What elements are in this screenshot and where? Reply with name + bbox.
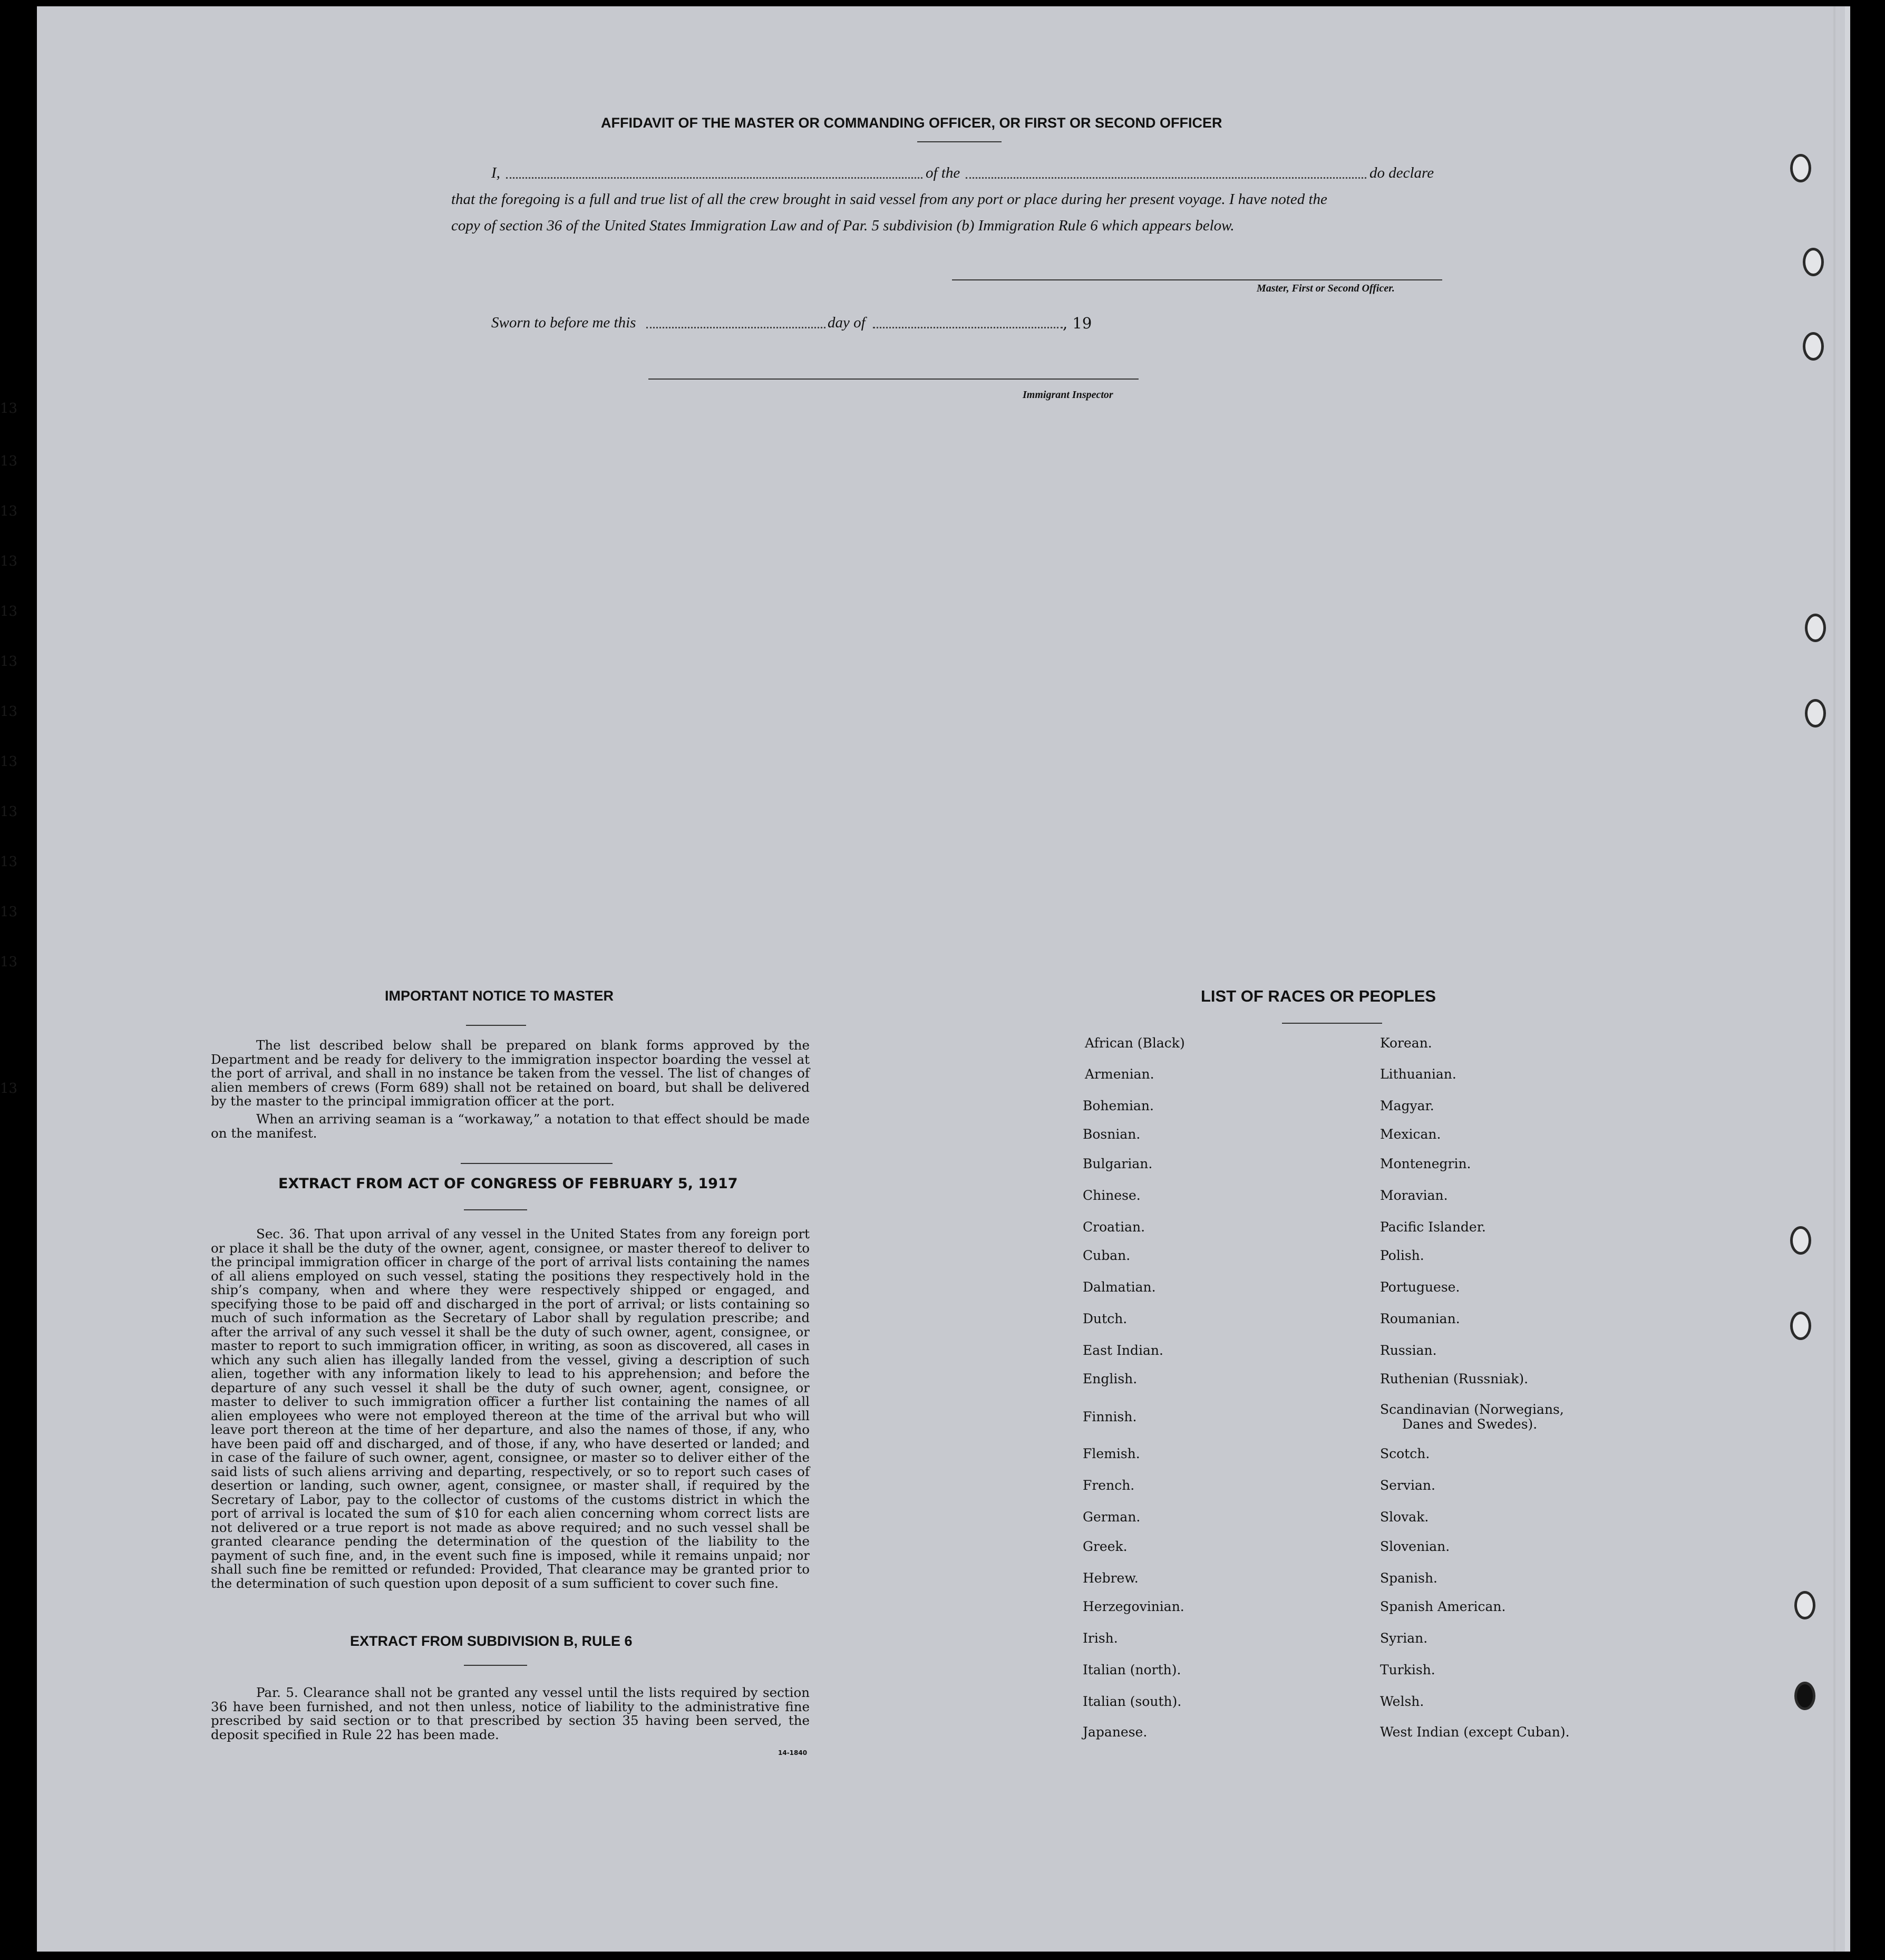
race-item: Hebrew. — [1083, 1570, 1139, 1586]
title-rule — [464, 1665, 527, 1666]
act-extract-title: EXTRACT FROM ACT OF CONGRESS OF FEBRUARY 5, 1917 — [278, 1176, 738, 1192]
race-item-continuation: Danes and Swedes). — [1402, 1416, 1538, 1432]
act-extract-text: Sec. 36. That upon arrival of any vessel in the United States from any foreign port or place it shall be the duty of the owner, agent, consignee, or master thereof to deliver to the principal immigration officer in charge of the port of arrival lists containing the names of all aliens employed on such vessel, stating the positions they respectively hold in the ship’s company, when and where they were respectively shipped or engaged, and specifying those to be paid off and discharged in the port of arrival; or lists containing so much of such information as the Secretary of Labor shall by regulation prescribe; and after the arrival of any such vessel it shall be the duty of such owner, agent, consignee, or master to report to such immigration officer, in writing, as soon as discovered, all cases in which any such alien has illegally landed from the vessel, giving a description of such alien, together with any information likely to lead to his apprehension; and before the departure of any such vessel it shall be the duty of such owner, agent, consignee, or master to deliver to such immigration officer a further list containing the names of all alien employees who were not employed thereon at the time of the arrival but who will leave port thereon at the time of her departure, and also the names of those, if any, who have been paid off and discharged, and of those, if any, who have deserted or landed; and in case of the failure of such owner, agent, consignee, or master so to deliver either of the said lists of such aliens arriving and departing, respectively, or so to report such cases of desertion or landing, such owner, agent, consignee, or master shall, if required by the Secretary of Labor, pay to the collector of customs of the customs district in which the port of arrival is located the sum of $10 for each alien concerning whom correct lists are not delivered or a true report is not made as above required; and no such vessel shall be granted clearance pending the determination of the question of the liability to the payment of such fine, and, in the event such fine is imposed, while it remains unpaid; nor shall such fine be remitted or refunded: Provided, That clearance may be granted prior to the determination of such question upon deposit of a sum sufficient to cover such fine. — [211, 1226, 810, 1591]
affidavit-title: AFFIDAVIT OF THE MASTER OR COMMANDING OFFICER, OR FIRST OR SECOND OFFICER — [601, 115, 1222, 131]
binder-hole-icon — [1790, 1226, 1811, 1255]
race-item: Spanish. — [1380, 1570, 1438, 1586]
race-item: Armenian. — [1085, 1066, 1154, 1082]
race-item: Mexican. — [1380, 1127, 1441, 1142]
binder-hole-icon — [1794, 1682, 1815, 1710]
race-item: Finnish. — [1083, 1409, 1137, 1424]
name-field[interactable] — [506, 177, 922, 179]
race-item: Spanish American. — [1380, 1599, 1506, 1614]
title-rule — [464, 1209, 527, 1210]
race-item: Scotch. — [1380, 1446, 1430, 1461]
race-item: Japanese. — [1083, 1724, 1148, 1740]
race-item: Roumanian. — [1380, 1311, 1460, 1326]
race-item: Korean. — [1380, 1035, 1432, 1051]
race-item: Slovenian. — [1380, 1539, 1450, 1554]
page-edge — [1845, 6, 1850, 1952]
race-item: Bohemian. — [1083, 1098, 1154, 1113]
race-item: Russian. — [1380, 1343, 1437, 1358]
sworn-label: Sworn to before me this — [491, 314, 636, 331]
race-item: Greek. — [1083, 1539, 1128, 1554]
race-item: Irish. — [1083, 1631, 1118, 1646]
notice-paragraph-1: The list described below shall be prepared on blank forms approved by the Department and be ready for delivery to the immigration inspector boarding the vessel at the port of arrival, and shall in no instance be taken from the vessel. The list of changes of alien members of crews (Form 689) shall not be retained on board, but shall be delivered by the master to the principal immigration officer at the port. — [211, 1037, 810, 1109]
margin-mark: 13 — [0, 453, 18, 469]
title-rule — [466, 1025, 526, 1026]
binder-hole-icon — [1805, 699, 1826, 727]
race-item: Syrian. — [1380, 1631, 1428, 1646]
rule-extract-text: Par. 5. Clearance shall not be granted any vessel until the lists required by section 36 have been furnished, and not then unless, notice of liability to the administrative fine prescribed by said section or to that prescribed by section 35 having been served, the deposit specified in Rule 22 has been made. — [211, 1685, 810, 1742]
race-item: Magyar. — [1380, 1098, 1434, 1113]
inspector-signature-label: Immigrant Inspector — [1023, 389, 1113, 401]
race-item: African (Black) — [1085, 1035, 1185, 1051]
left-margin-marks — [0, 401, 37, 1139]
race-item: Polish. — [1380, 1248, 1424, 1263]
race-item: German. — [1083, 1509, 1141, 1525]
race-item: Portuguese. — [1380, 1279, 1460, 1295]
race-item: Chinese. — [1083, 1188, 1141, 1203]
notice-paragraph-2: When an arriving seaman is a “workaway,” a notation to that effect should be made on the manifest. — [211, 1111, 810, 1141]
page-edge — [1833, 6, 1835, 1952]
race-item: Moravian. — [1380, 1188, 1448, 1203]
title-rule — [1282, 1023, 1382, 1024]
inspector-signature-line[interactable] — [648, 379, 1139, 380]
margin-mark: 13 — [0, 503, 18, 519]
race-item: French. — [1083, 1478, 1135, 1493]
race-item: Lithuanian. — [1380, 1066, 1456, 1082]
race-item: Turkish. — [1380, 1662, 1435, 1677]
i-label: I, — [491, 164, 500, 181]
day-of-label: day of — [828, 314, 866, 331]
binder-hole-icon — [1790, 154, 1811, 182]
binder-hole-icon — [1803, 332, 1824, 361]
race-item: English. — [1083, 1371, 1138, 1386]
margin-mark: 13 — [0, 554, 18, 569]
margin-mark: 13 — [0, 854, 18, 870]
form-number: 14-1840 — [778, 1749, 808, 1757]
race-item: Dalmatian. — [1083, 1279, 1156, 1295]
document-page — [37, 6, 1850, 1952]
race-item: Pacific Islander. — [1380, 1219, 1486, 1235]
margin-mark: 13 — [0, 754, 18, 770]
race-item: Cuban. — [1083, 1248, 1131, 1263]
notice-title: IMPORTANT NOTICE TO MASTER — [385, 988, 614, 1004]
margin-mark: 13 — [0, 401, 18, 416]
margin-mark: 13 — [0, 604, 18, 619]
race-item: Bulgarian. — [1083, 1156, 1153, 1171]
master-signature-line[interactable] — [952, 279, 1442, 280]
race-item: Ruthenian (Russniak). — [1380, 1371, 1529, 1386]
race-item: East Indian. — [1083, 1343, 1163, 1358]
binder-hole-icon — [1794, 1591, 1815, 1619]
race-item: Welsh. — [1380, 1694, 1424, 1709]
affidavit-line-2: that the foregoing is a full and true list of all the crew brought in said vessel from any port or place during her present voyage. I have noted the — [451, 191, 1327, 208]
margin-mark: 13 — [0, 904, 18, 920]
margin-mark: 13 — [0, 704, 18, 720]
affidavit-line-3: copy of section 36 of the United States Immigration Law and of Par. 5 subdivision (b) Immigration Rule 6 which appears below. — [451, 217, 1235, 234]
race-item: West Indian (except Cuban). — [1380, 1724, 1570, 1740]
race-item: Servian. — [1380, 1478, 1435, 1493]
race-item: Flemish. — [1083, 1446, 1140, 1461]
race-item: Italian (north). — [1083, 1662, 1181, 1677]
day-field[interactable] — [646, 327, 825, 328]
binder-hole-icon — [1790, 1312, 1811, 1340]
binder-hole-icon — [1805, 614, 1826, 642]
race-item: Bosnian. — [1083, 1127, 1141, 1142]
binder-hole-icon — [1803, 248, 1824, 276]
margin-mark: 13 — [0, 1081, 18, 1097]
declare-label: do declare — [1369, 164, 1434, 181]
year-label: , 19 — [1063, 314, 1092, 332]
margin-mark: 13 — [0, 654, 18, 669]
master-signature-label: Master, First or Second Officer. — [1257, 283, 1395, 294]
race-item: Scandinavian (Norwegians, — [1380, 1402, 1564, 1417]
margin-mark: 13 — [0, 804, 18, 820]
title-rule — [917, 141, 1002, 142]
race-item: Italian (south). — [1083, 1694, 1182, 1709]
month-field[interactable] — [873, 327, 1063, 328]
race-item: Dutch. — [1083, 1311, 1128, 1326]
race-item: Croatian. — [1083, 1219, 1145, 1235]
section-rule — [461, 1163, 613, 1164]
vessel-field[interactable] — [966, 177, 1366, 179]
rule-extract-title: EXTRACT FROM SUBDIVISION B, RULE 6 — [350, 1633, 633, 1649]
race-item: Slovak. — [1380, 1509, 1429, 1525]
race-item: Montenegrin. — [1380, 1156, 1471, 1171]
race-item: Herzegovinian. — [1083, 1599, 1184, 1614]
races-title: LIST OF RACES OR PEOPLES — [1201, 987, 1436, 1005]
of-the-label: of the — [926, 164, 960, 181]
margin-mark: 13 — [0, 954, 18, 970]
